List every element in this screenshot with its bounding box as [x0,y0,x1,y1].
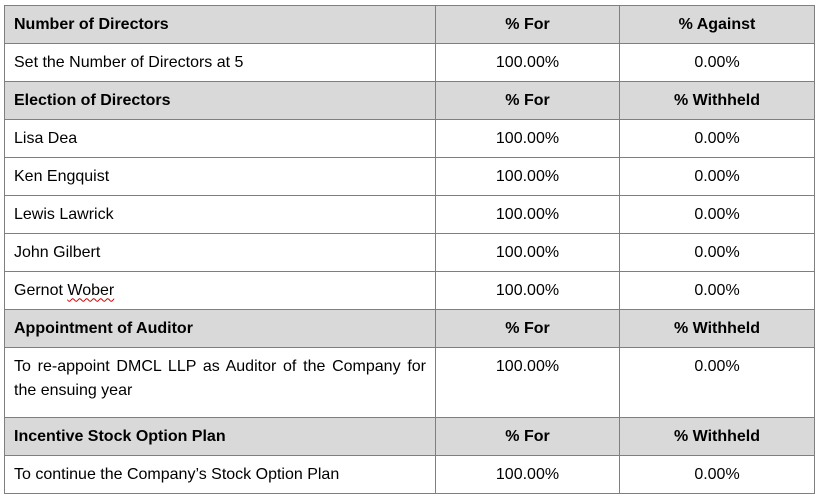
percent-for: 100.00% [436,234,620,272]
percent-for: 100.00% [436,158,620,196]
section-title: Number of Directors [5,6,436,44]
percent-for: 100.00% [436,456,620,494]
section-header-row [5,310,815,348]
resolution-name: To re-appoint DMCL LLP as Auditor of the Company for the ensuing year [5,348,436,418]
percent-withheld: 0.00% [620,456,815,494]
table-row [5,234,815,272]
column-header-withheld: % Withheld [620,82,815,120]
director-name: Lewis Lawrick [5,196,436,234]
percent-withheld: 0.00% [620,120,815,158]
director-name: Ken Engquist [5,158,436,196]
column-header-withheld: % Withheld [620,310,815,348]
voting-results-table [4,5,815,494]
director-name: Lisa Dea [5,120,436,158]
percent-withheld: 0.00% [620,348,815,418]
section-title: Appointment of Auditor [5,310,436,348]
percent-withheld: 0.00% [620,272,815,310]
column-header-for: % For [436,310,620,348]
column-header-for: % For [436,418,620,456]
percent-for: 100.00% [436,44,620,82]
resolution-name: To continue the Company’s Stock Option Plan [5,456,436,494]
section-title: Election of Directors [5,82,436,120]
column-header-withheld: % Withheld [620,418,815,456]
table-row [5,158,815,196]
column-header-for: % For [436,82,620,120]
percent-for: 100.00% [436,120,620,158]
table-row [5,456,815,494]
director-name [5,272,436,310]
table-row [5,348,815,418]
table-row [5,120,815,158]
director-first-name: Gernot [14,281,63,299]
column-header-for: % For [436,6,620,44]
spellcheck-flagged-word: Wober [67,281,115,299]
section-header-row [5,418,815,456]
resolution-name: Set the Number of Directors at 5 [5,44,436,82]
director-name: John Gilbert [5,234,436,272]
section-header-row [5,82,815,120]
percent-against: 0.00% [620,44,815,82]
column-header-against: % Against [620,6,815,44]
table-row [5,196,815,234]
section-title: Incentive Stock Option Plan [5,418,436,456]
table-row [5,44,815,82]
percent-for: 100.00% [436,196,620,234]
percent-withheld: 0.00% [620,158,815,196]
table-row [5,272,815,310]
percent-for: 100.00% [436,348,620,418]
percent-withheld: 0.00% [620,234,815,272]
section-header-row [5,6,815,44]
percent-withheld: 0.00% [620,196,815,234]
percent-for: 100.00% [436,272,620,310]
